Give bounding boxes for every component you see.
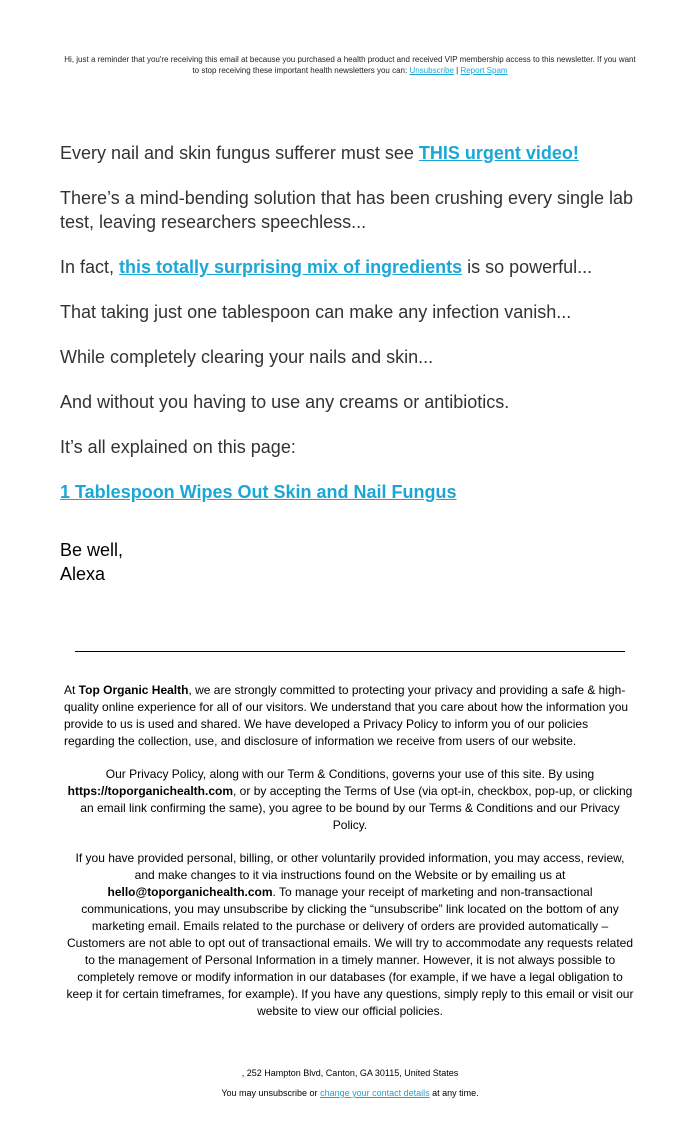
- unsubscribe-footer: [0, 1087, 700, 1099]
- paragraph-1-text: Every nail and skin fungus sufferer must see: [60, 143, 419, 163]
- legal-p3-after: . To manage your receipt of marketing and non-transactional communications, you may unsubscribe by clicking the “unsubscribe” link located on the bottom of any marketing email. Emails related to the purchase or delivery of orders are provided automatically – Customers are not able to opt out of transactional emails. We will try to accommodate any requests related to the management of Personal Information in a timely manner. However, it is not always possible to completely remove or modify information in our databases (for example, if we have a legal obligation to keep it for certain timeframes, for example). If you have any questions, simply reply to this email or visit our website to view our official policies.: [66, 885, 634, 1018]
- legal-p1-before: At: [64, 683, 79, 697]
- notice-text: Hi, just a reminder that you're receiving this email at because you purchased a health product and received VIP membership access to this newsletter. If you want to stop receiving these important health newsletters you can:: [64, 55, 636, 75]
- unsub-before: You may unsubscribe or: [221, 1088, 321, 1098]
- legal-p1-after: , we are strongly committed to protecting your privacy and providing a safe & high-quality online experience for all of our visitors. We understand that you care about how the information you provide to us is used and shared. We have developed a Privacy Policy to inform you of our policies regarding the collection, use, and disclosure of information we receive from users of our website.: [64, 683, 629, 748]
- legal-p2-before: Our Privacy Policy, along with our Term & Conditions, governs your use of this site. By using: [105, 767, 595, 781]
- notice-separator: |: [453, 66, 461, 75]
- signoff-name: Alexa: [60, 564, 106, 584]
- legal-section: [64, 682, 636, 1036]
- divider: [75, 651, 625, 652]
- paragraph-4: That taking just one tablespoon can make any infection vanish...: [60, 302, 572, 322]
- paragraph-3-after: is so powerful...: [462, 257, 593, 277]
- legal-p3-before: If you have provided personal, billing, or other voluntarily provided information, you may access, review, and make changes to it via instructions found on the Website or by emailing us at: [75, 851, 625, 882]
- urgent-video-link[interactable]: THIS urgent video!: [418, 143, 579, 163]
- site-url: https://toporganichealth.com: [67, 784, 234, 798]
- paragraph-1: [60, 141, 650, 165]
- paragraph-6: And without you having to use any creams or antibiotics.: [60, 392, 510, 412]
- legal-p2-after: , or by accepting the Terms of Use (via opt-in, checkbox, pop-up, or clicking an email link confirming the same), you agree to be bound by our Terms & Conditions and our Privacy Policy.: [80, 784, 633, 832]
- legal-paragraph-1: [64, 682, 636, 750]
- unsubscribe-link[interactable]: Unsubscribe: [409, 66, 454, 75]
- signoff-greeting: Be well,: [60, 540, 124, 560]
- subscription-notice: [60, 54, 640, 76]
- paragraph-3: [60, 255, 650, 279]
- paragraph-7: It’s all explained on this page:: [60, 437, 296, 457]
- unsub-after: at any time.: [429, 1088, 479, 1098]
- paragraph-2: There’s a mind-bending solution that has been crushing every single lab test, leaving researchers speechless...: [60, 188, 634, 232]
- signoff: [60, 538, 650, 586]
- contact-email: hello@toporganichealth.com: [107, 885, 273, 899]
- legal-paragraph-2: [64, 766, 636, 834]
- email-body: [60, 141, 650, 586]
- ingredients-link[interactable]: this totally surprising mix of ingredients: [119, 257, 463, 277]
- paragraph-3-before: In fact,: [60, 257, 120, 277]
- mailing-address: , 252 Hampton Blvd, Canton, GA 30115, United States: [241, 1068, 459, 1078]
- cta-paragraph: [60, 480, 650, 504]
- paragraph-5: While completely clearing your nails and skin...: [60, 347, 434, 367]
- brand-name: Top Organic Health: [78, 683, 189, 697]
- cta-link[interactable]: 1 Tablespoon Wipes Out Skin and Nail Fungus: [60, 482, 457, 502]
- report-spam-link[interactable]: Report Spam: [460, 66, 508, 75]
- change-contact-details-link[interactable]: change your contact details: [320, 1088, 430, 1098]
- legal-paragraph-3: [64, 850, 636, 1020]
